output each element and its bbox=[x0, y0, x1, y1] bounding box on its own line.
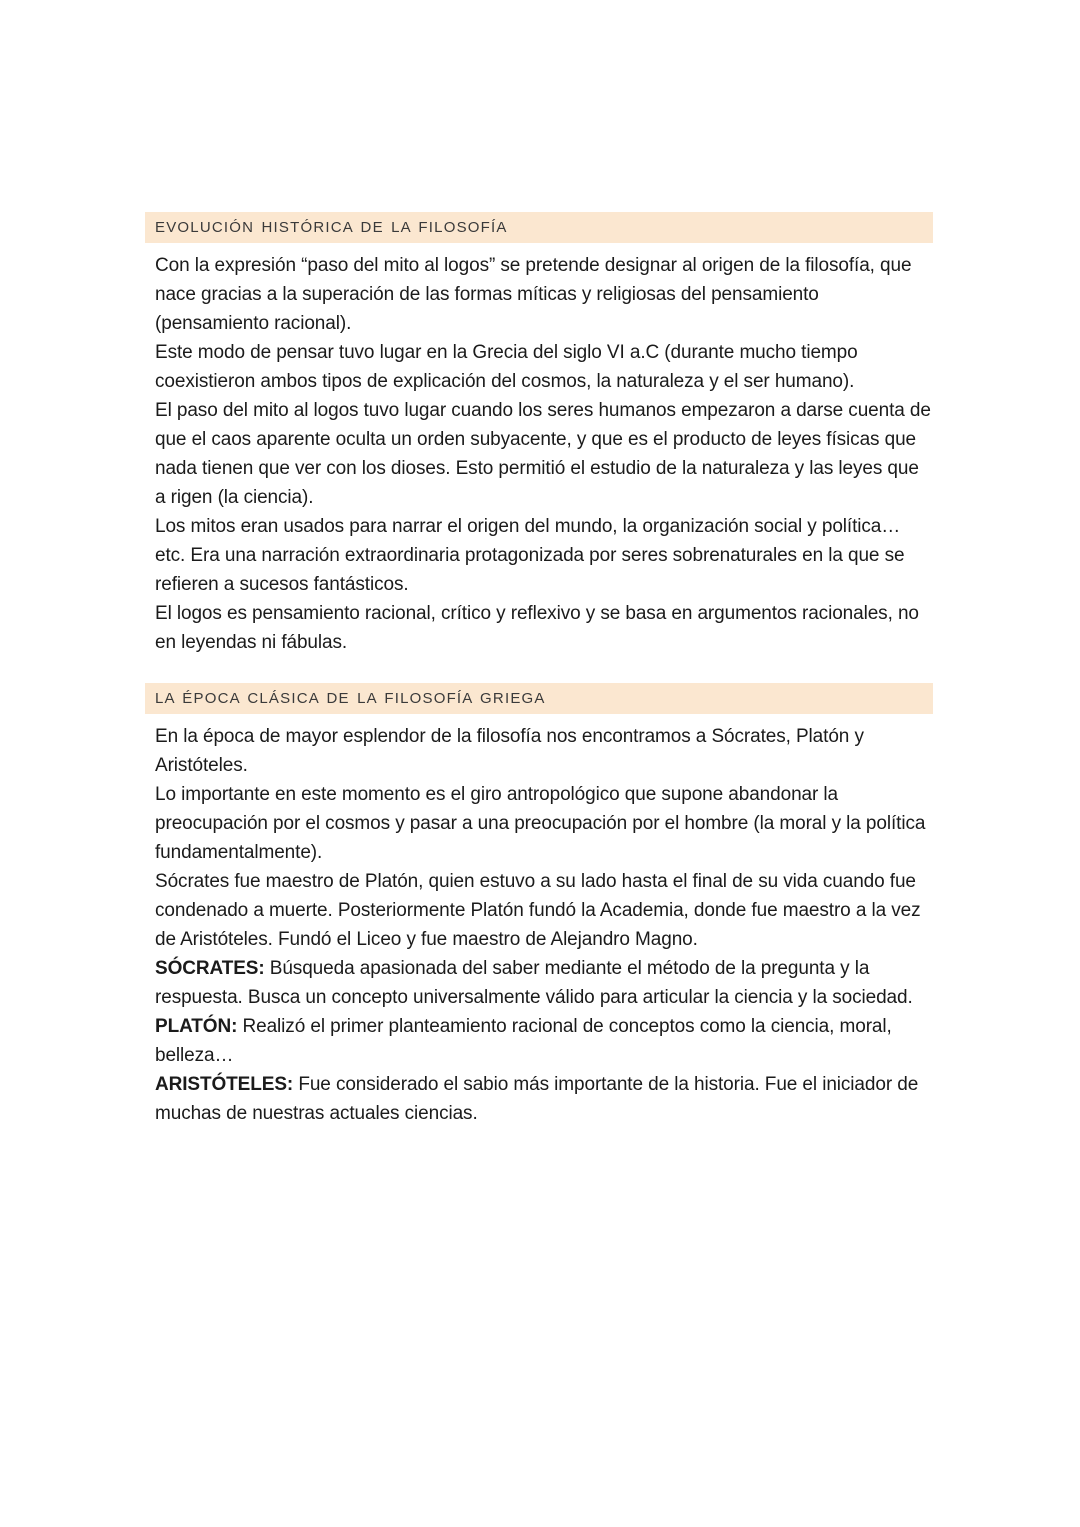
page-content bbox=[155, 212, 933, 1128]
paragraph-socrates bbox=[155, 954, 933, 1012]
paragraph bbox=[155, 512, 933, 599]
paragraph-text: Con la expresión “paso del mito al logos” se pretende designar al origen de la filosofía, que nace gracias a la superación de las formas míticas y religiosas del pensamiento (pensamiento racional). bbox=[155, 255, 912, 334]
term-aristoteles: ARISTÓTELES: bbox=[155, 1074, 294, 1095]
paragraph-text: Búsqueda apasionada del saber mediante el método de la pregunta y la respuesta. Busca un concepto universalmente válido para articular la ciencia y la sociedad. bbox=[155, 958, 913, 1008]
paragraph-text: Este modo de pensar tuvo lugar en la Grecia del siglo VI a.C (durante mucho tiempo coexistieron ambos tipos de explicación del cosmos, la naturaleza y el ser humano). bbox=[155, 342, 858, 392]
section-heading-evolucion: EVOLUCIÓN HISTÓRICA DE LA FILOSOFÍA bbox=[145, 212, 933, 243]
paragraph bbox=[155, 780, 933, 867]
paragraph-text: Realizó el primer planteamiento racional de conceptos como la ciencia, moral, belleza… bbox=[155, 1016, 892, 1066]
paragraph bbox=[155, 722, 933, 780]
section-evolucion-historica bbox=[155, 212, 933, 657]
section-body-evolucion bbox=[155, 251, 933, 657]
paragraph-text: Los mitos eran usados para narrar el origen del mundo, la organización social y política… etc. Era una narración extraordinaria protagonizada por seres sobrenaturales en la que se refieren a sucesos fantásticos. bbox=[155, 516, 905, 595]
section-epoca-clasica bbox=[155, 683, 933, 1128]
paragraph-text: Sócrates fue maestro de Platón, quien estuvo a su lado hasta el final de su vida cuando fue condenado a muerte. Posteriormente Platón fundó la Academia, donde fue maestro a la vez de Aristóteles. Fundó el Liceo y fue maestro de Alejandro Magno. bbox=[155, 871, 921, 950]
paragraph bbox=[155, 338, 933, 396]
paragraph bbox=[155, 867, 933, 954]
paragraph bbox=[155, 599, 933, 657]
paragraph-text: El logos es pensamiento racional, crítico y reflexivo y se basa en argumentos racionales, no en leyendas ni fábulas. bbox=[155, 603, 919, 653]
paragraph-text: Fue considerado el sabio más importante de la historia. Fue el iniciador de muchas de nuestras actuales ciencias. bbox=[155, 1074, 919, 1124]
paragraph bbox=[155, 396, 933, 512]
paragraph-text: En la época de mayor esplendor de la filosofía nos encontramos a Sócrates, Platón y Aristóteles. bbox=[155, 726, 864, 776]
section-body-epoca-clasica bbox=[155, 722, 933, 1128]
paragraph-aristoteles bbox=[155, 1070, 933, 1128]
term-platon: PLATÓN: bbox=[155, 1016, 238, 1037]
paragraph-text: El paso del mito al logos tuvo lugar cuando los seres humanos empezaron a darse cuenta de que el caos aparente oculta un orden subyacente, y que es el producto de leyes físicas que nada tienen que ver con los dioses. Esto permitió el estudio de la naturaleza y las leyes que a rigen (la ciencia). bbox=[155, 400, 931, 508]
paragraph-text: Lo importante en este momento es el giro antropológico que supone abandonar la preocupación por el cosmos y pasar a una preocupación por el hombre (la moral y la política fundamentalmente). bbox=[155, 784, 926, 863]
paragraph-platon bbox=[155, 1012, 933, 1070]
section-heading-epoca-clasica: LA ÉPOCA CLÁSICA DE LA FILOSOFÍA GRIEGA bbox=[145, 683, 933, 714]
term-socrates: SÓCRATES: bbox=[155, 958, 265, 979]
paragraph bbox=[155, 251, 933, 338]
